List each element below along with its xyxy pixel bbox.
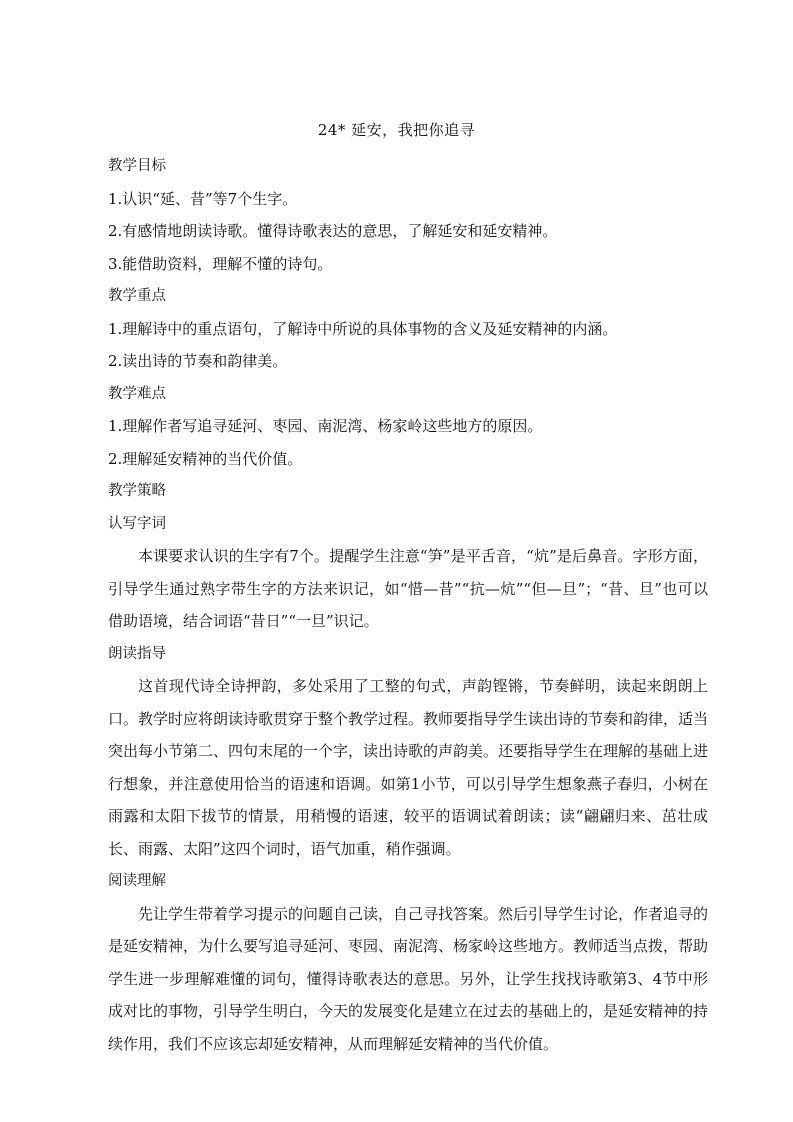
difficult-points-heading: 教学难点 (108, 385, 166, 402)
key-points-heading: 教学重点 (108, 288, 166, 304)
reading-paragraph: 这首现代诗全诗押韵，多处采用了工整的句式，声韵铿锵，节奏鲜明，读起来朗朗上口。教学时应将朗读诗歌贯穿于整个教学过程。教师要指导学生读出诗的节奏和韵律，适当突出每小节第二、四句末尾的一个字，读出诗歌的声韵美。还要指导学生在理解的基础上进行想象，并注意使用恰当的语速和语调。如第1小节，可以引导学生想象燕子春归，小树在雨露和太阳下拔节的情景，用稍慢的语速，较平的语调试着朗读；读“翩翩归来、茁壮成长、雨露、太阳”这四个词时，语气加重，稍作强调。 (108, 677, 709, 858)
goals-heading: 教学目标 (108, 158, 166, 174)
literacy-paragraph: 本课要求认识的生字有7个。提醒学生注意“笋”是平舌音，“炕”是后鼻音。字形方面，引导学生通过熟字带生字的方法来识记，如“惜—昔”“抗—炕”“但—旦”；“昔、旦”也可以借助语境，结合词语“昔日”“一旦”识记。 (108, 547, 708, 630)
literacy-heading: 认写字词 (108, 515, 166, 532)
difficult-point-1: 1.理解作者写追寻延河、枣园、南泥湾、杨家岭这些地方的原因。 (108, 417, 543, 435)
goal-item-3: 3.能借助资料，理解不懂的诗句。 (108, 254, 333, 273)
document-title: 24* 延安，我把你追寻 (317, 121, 476, 139)
reading-heading: 朗读指导 (108, 645, 166, 662)
goal-item-1: 1.认识“延、昔”等7个生字。 (108, 189, 298, 208)
difficult-point-2: 2.理解延安精神的当代价值。 (108, 449, 303, 468)
document-body (108, 150, 708, 1060)
comprehension-heading: 阅读理解 (108, 873, 166, 889)
comprehension-paragraph: 先让学生带着学习提示的问题自己读，自己寻找答案。然后引导学生讨论，作者追寻的是延安精神，为什么要写追寻延河、枣园、南泥湾、杨家岭这些地方。教师适当点拨，帮助学生进一步理解难懂的词句，懂得诗歌表达的意思。另外，让学生找找诗歌第3、4节中形成对比的事物，引导学生明白，今天的发展变化是建立在过去的基础上的，是延安精神的持续作用，我们不应该忘却延安精神，从而理解延安精神的当代价值。 (108, 904, 709, 1053)
strategy-heading: 教学策略 (108, 483, 166, 499)
key-point-1: 1.理解诗中的重点语句，了解诗中所说的具体事物的含义及延安精神的内涵。 (108, 319, 618, 338)
goal-item-2: 2.有感情地朗读诗歌。懂得诗歌表达的意思，了解延安和延安精神。 (108, 222, 558, 240)
key-point-2: 2.读出诗的节奏和韵律美。 (108, 352, 288, 370)
